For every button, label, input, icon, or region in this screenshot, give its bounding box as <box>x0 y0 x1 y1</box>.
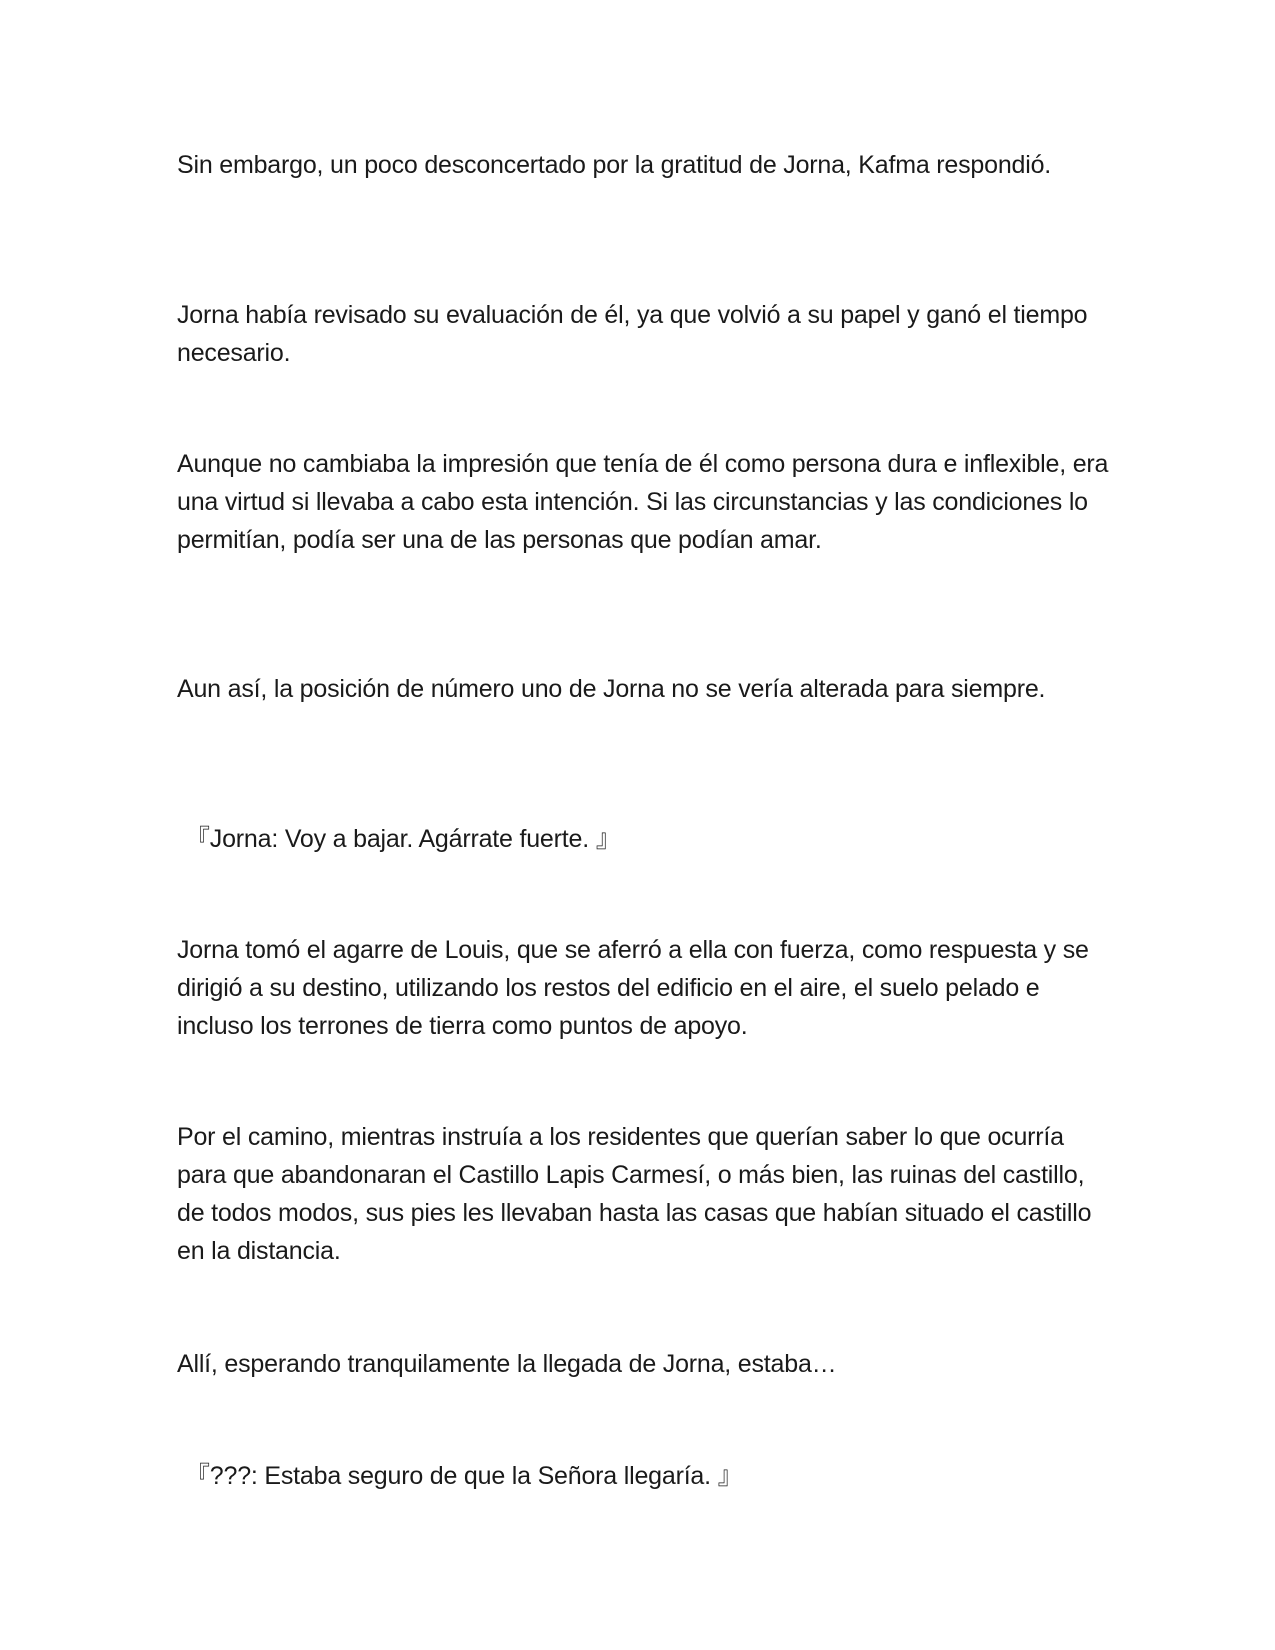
paragraph-residents: Por el camino, mientras instruía a los residentes que querían saber lo que ocurría para que abandonaran el Castillo Lapis Carmesí, o más bien, las ruinas del castillo, de todos modos, sus pies les llevaban hasta las casas que habían situado el castillo en la distancia. <box>177 1123 1092 1265</box>
paragraph-position: Aun así, la posición de número uno de Jorna no se vería alterada para siempre. <box>177 675 1046 703</box>
paragraph-impression: Aunque no cambiaba la impresión que tenía de él como persona dura e inflexible, era una virtud si llevaba a cabo esta intención. Si las circunstancias y las condiciones lo permitían, podía ser una de las personas que podían amar. <box>177 450 1109 554</box>
paragraph-grip: Jorna tomó el agarre de Louis, que se aferró a ella con fuerza, como respuesta y se dirigió a su destino, utilizando los restos del edificio en el aire, el suelo pelado e incluso los terrones de tierra como puntos de apoyo. <box>177 936 1089 1040</box>
paragraph-kafma-response: Sin embargo, un poco desconcertado por la gratitud de Jorna, Kafma respondió. <box>177 151 1052 179</box>
paragraph-jorna-evaluation: Jorna había revisado su evaluación de él, ya que volvió a su papel y ganó el tiempo necesario. <box>177 301 1088 367</box>
dialogue-jorna: 『Jorna: Voy a bajar. Agárrate fuerte. 』 <box>185 825 621 853</box>
dialogue-unknown: 『???: Estaba seguro de que la Señora llegaría. 』 <box>185 1462 743 1490</box>
paragraph-waiting: Allí, esperando tranquilamente la llegada de Jorna, estaba… <box>177 1350 837 1378</box>
